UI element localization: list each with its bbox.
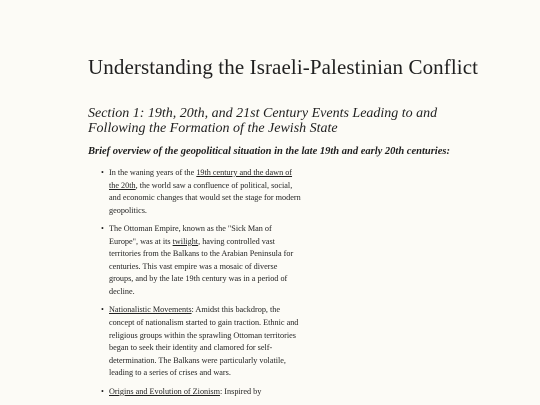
document-title: Understanding the Israeli-Palestinian Conflict — [88, 55, 479, 79]
bullet-list — [109, 167, 301, 404]
bullet-text: , having controlled vast territories from the Balkans to the Arabian Peninsula for centuries. This vast empire was a mosaic of diverse groups, and by the late 19th century was in a period of decline. — [109, 236, 294, 296]
bullet-text: The Ottoman Empire, known as the "Sick Man of Europe", was at its — [109, 224, 272, 246]
bullet-item-3 — [109, 304, 301, 379]
underlined-link[interactable]: Nationalistic Movements — [109, 305, 192, 315]
bullet-item-1 — [109, 167, 301, 217]
section-heading: Section 1: 19th, 20th, and 21st Century Events Leading to and Following the Formation of the Jewish State — [88, 106, 438, 136]
underlined-link[interactable]: Origins and Evolution of Zionism — [109, 386, 220, 396]
bullet-text: In the waning years of the — [109, 168, 197, 177]
bullet-item-2 — [109, 223, 301, 298]
bullet-text: : Amidst this backdrop, the concept of nationalism started to gain traction. Ethnic and religious groups within the sprawling Ottoman territories began to seek their identity and clamored for self-determination. The Balkans were particularly volatile, leading to a series of crises and wars. — [109, 305, 299, 378]
underlined-link[interactable]: 19th century and the dawn of the 20th — [109, 168, 293, 190]
bullet-item-4 — [109, 386, 301, 399]
bullet-text: , the world saw a confluence of political, social, and economic changes that would set the stage for modern geopolitics. — [109, 180, 301, 215]
bullet-text: : Inspired by — [219, 386, 262, 396]
subheading: Brief overview of the geopolitical situation in the late 19th and early 20th centuries: — [88, 146, 450, 157]
underlined-link[interactable]: twilight — [172, 236, 199, 246]
